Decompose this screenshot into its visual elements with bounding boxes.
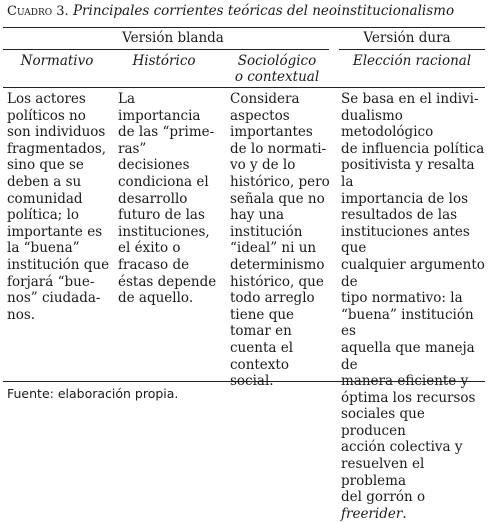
column-header-sociologico: Sociológico o contextual [234, 53, 320, 85]
group-header-soft: Versión blanda [122, 30, 224, 46]
column-header-historico: Histórico [132, 53, 196, 69]
caption-title: Principales corrientes teóricas del neoinstitucionalismo [72, 3, 455, 19]
caption-label: Cuadro 3. [7, 4, 69, 19]
table-caption [7, 3, 454, 19]
cell-eleccion-racional-end: . [402, 505, 407, 522]
cell-eleccion-racional-text: Se basa en el indivi- dualismo metodológico de influencia política positivista y resalta la importancia de los resultados de las instituciones antes que cualquier argumento de tipo normativo: la “buena” institución es aquella que maneja de manera eficiente y óptima los recursos sociales que producen acción colectiva y resuelven el problema del gorrón o [341, 91, 485, 506]
cell-historico: La importancia de las “prime- ras” decisiones condiciona el desarrollo futuro de las instituciones, el éxito o fracaso de éstas depende de aquello. [118, 91, 217, 307]
bottom-rule [3, 381, 485, 382]
cell-eleccion-racional [341, 91, 487, 522]
soft-group-rule [3, 49, 329, 50]
top-rule [3, 27, 485, 28]
freerider-term: freerider [341, 505, 403, 522]
cell-sociologico: Considera aspectos importantes de lo normati- vo y de lo histórico, pero señala que no hay una institución “ideal” ni un determinismo histórico, que todo arreglo tiene que tomar en cuenta el contexto social. [230, 91, 330, 390]
column-header-normativo: Normativo [20, 53, 94, 69]
cell-normativo: Los actores políticos no son individuos fragmentados, sino que se deben a su comunidad política; lo importante es la “buena” institución que forjará “bue- nos” ciudada- nos. [7, 91, 110, 323]
group-header-hard: Versión dura [363, 30, 451, 46]
hard-group-rule [339, 49, 485, 50]
column-header-eleccion-racional: Elección racional [352, 53, 472, 69]
source-note: Fuente: elaboración propia. [7, 386, 179, 401]
header-rule [3, 87, 485, 88]
